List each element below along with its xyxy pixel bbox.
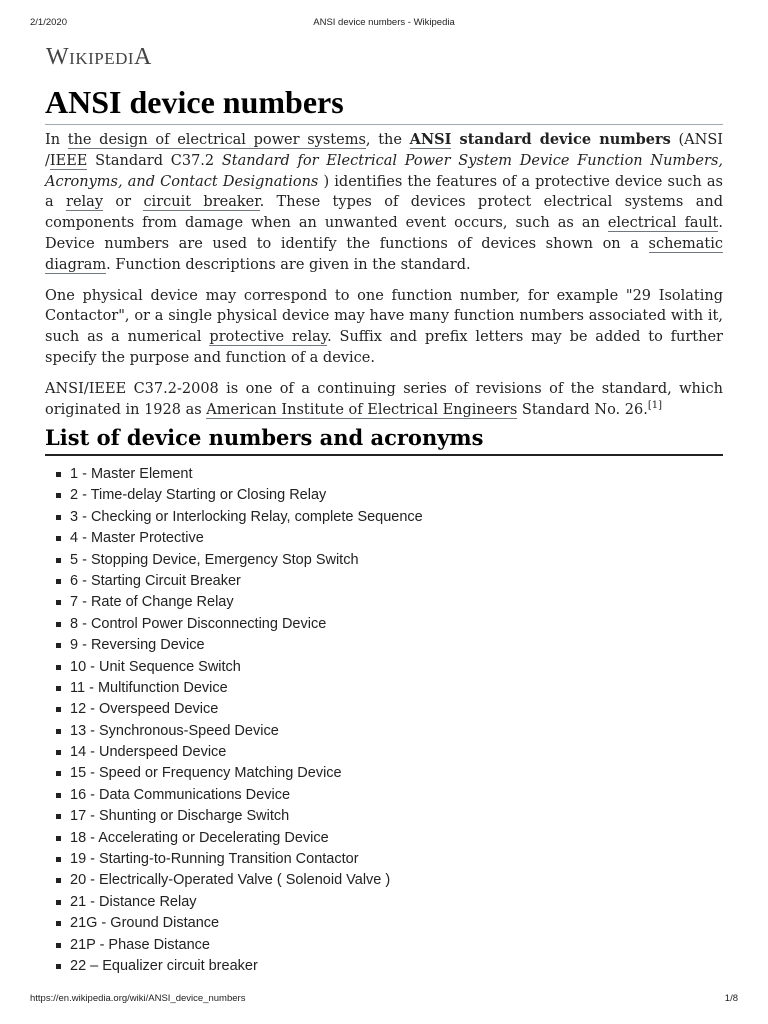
list-item: 16 - Data Communications Device <box>55 785 423 806</box>
list-item: 12 - Overspeed Device <box>55 699 423 720</box>
link-aiee[interactable]: American Institute of Electrical Engineers <box>206 401 518 418</box>
list-item: 2 - Time-delay Starting or Closing Relay <box>55 485 423 506</box>
list-item: 5 - Stopping Device, Emergency Stop Switch <box>55 550 423 571</box>
list-item: 22 – Equalizer circuit breaker <box>55 956 423 977</box>
link-design-of-electrical-power-systems[interactable]: the design of electrical power systems <box>67 132 366 148</box>
print-header <box>30 17 738 31</box>
list-item: 7 - Rate of Change Relay <box>55 592 423 613</box>
list-item: 3 - Checking or Interlocking Relay, complete Sequence <box>55 507 423 528</box>
intro-paragraph-1: In the design of electrical power systems, the ANSI standard device numbers (ANSI /IEEE Standard C37.2 Standard for Electrical Power System Device Function Numbers, Acronyms, and Contact Designations ) identifies the features of a protective device such as a relay or circuit breaker. These types of devices protect electrical systems and components from damage when an unwanted event occurs, such as an electrical fault. Device numbers are used to identify the functions of devices shown on a schematic diagram. Function descriptions are given in the standard. <box>45 131 724 273</box>
device-number-list <box>55 464 423 977</box>
list-item: 9 - Reversing Device <box>55 635 423 656</box>
link-protective-relay[interactable]: protective relay <box>209 329 328 346</box>
list-item: 11 - Multifunction Device <box>55 678 423 699</box>
intro-paragraph-2: One physical device may correspond to one function number, for example "29 Isolating Contactor", or a single physical device may have many function numbers associated with it, such as a numerical protective relay. Suffix and prefix letters may be added to further specify the purpose and function of a device. <box>45 287 723 366</box>
list-item: 14 - Underspeed Device <box>55 742 423 763</box>
list-item: 17 - Shunting or Discharge Switch <box>55 806 423 827</box>
list-item: 21G - Ground Distance <box>55 913 423 934</box>
list-item: 20 - Electrically-Operated Valve ( Solenoid Valve ) <box>55 870 423 891</box>
list-item: 4 - Master Protective <box>55 528 423 549</box>
list-item: 13 - Synchronous-Speed Device <box>55 721 423 742</box>
list-item: 1 - Master Element <box>55 464 423 485</box>
list-item: 19 - Starting-to-Running Transition Contactor <box>55 849 423 870</box>
link-ieee[interactable]: IEEE <box>49 152 88 169</box>
intro-paragraph-3: ANSI/IEEE C37.2-2008 is one of a continuing series of revisions of the standard, which originated in 1928 as American Institute of Electrical Engineers Standard No. 26.[1] <box>45 380 723 418</box>
reference-1[interactable]: [1] <box>647 399 663 411</box>
page-title: ANSI device numbers <box>45 84 344 120</box>
print-date: 2/1/2020 <box>30 17 67 28</box>
wikipedia-logo[interactable]: WikipediA <box>46 44 152 70</box>
section-heading-device-list: List of device numbers and acronyms <box>45 425 723 456</box>
link-electrical-fault[interactable]: electrical fault <box>607 215 719 232</box>
list-item: 6 - Starting Circuit Breaker <box>55 571 423 592</box>
link-circuit-breaker[interactable]: circuit breaker <box>143 194 260 211</box>
list-item: 8 - Control Power Disconnecting Device <box>55 614 423 635</box>
list-item: 10 - Unit Sequence Switch <box>55 657 423 678</box>
title-divider <box>45 124 723 125</box>
list-item: 18 - Accelerating or Decelerating Device <box>55 828 423 849</box>
link-ansi[interactable]: ANSI <box>409 131 452 148</box>
article-body <box>45 130 723 430</box>
print-page-number: 1/8 <box>724 993 738 1004</box>
print-page-title: ANSI device numbers - Wikipedia <box>313 17 455 28</box>
list-item: 21P - Phase Distance <box>55 935 423 956</box>
list-item: 21 - Distance Relay <box>55 892 423 913</box>
list-item: 15 - Speed or Frequency Matching Device <box>55 763 423 784</box>
print-url: https://en.wikipedia.org/wiki/ANSI_device_numbers <box>30 993 246 1004</box>
link-schematic-diagram[interactable]: schematic diagram <box>45 235 723 273</box>
link-relay[interactable]: relay <box>66 194 104 211</box>
print-footer <box>30 993 738 1007</box>
